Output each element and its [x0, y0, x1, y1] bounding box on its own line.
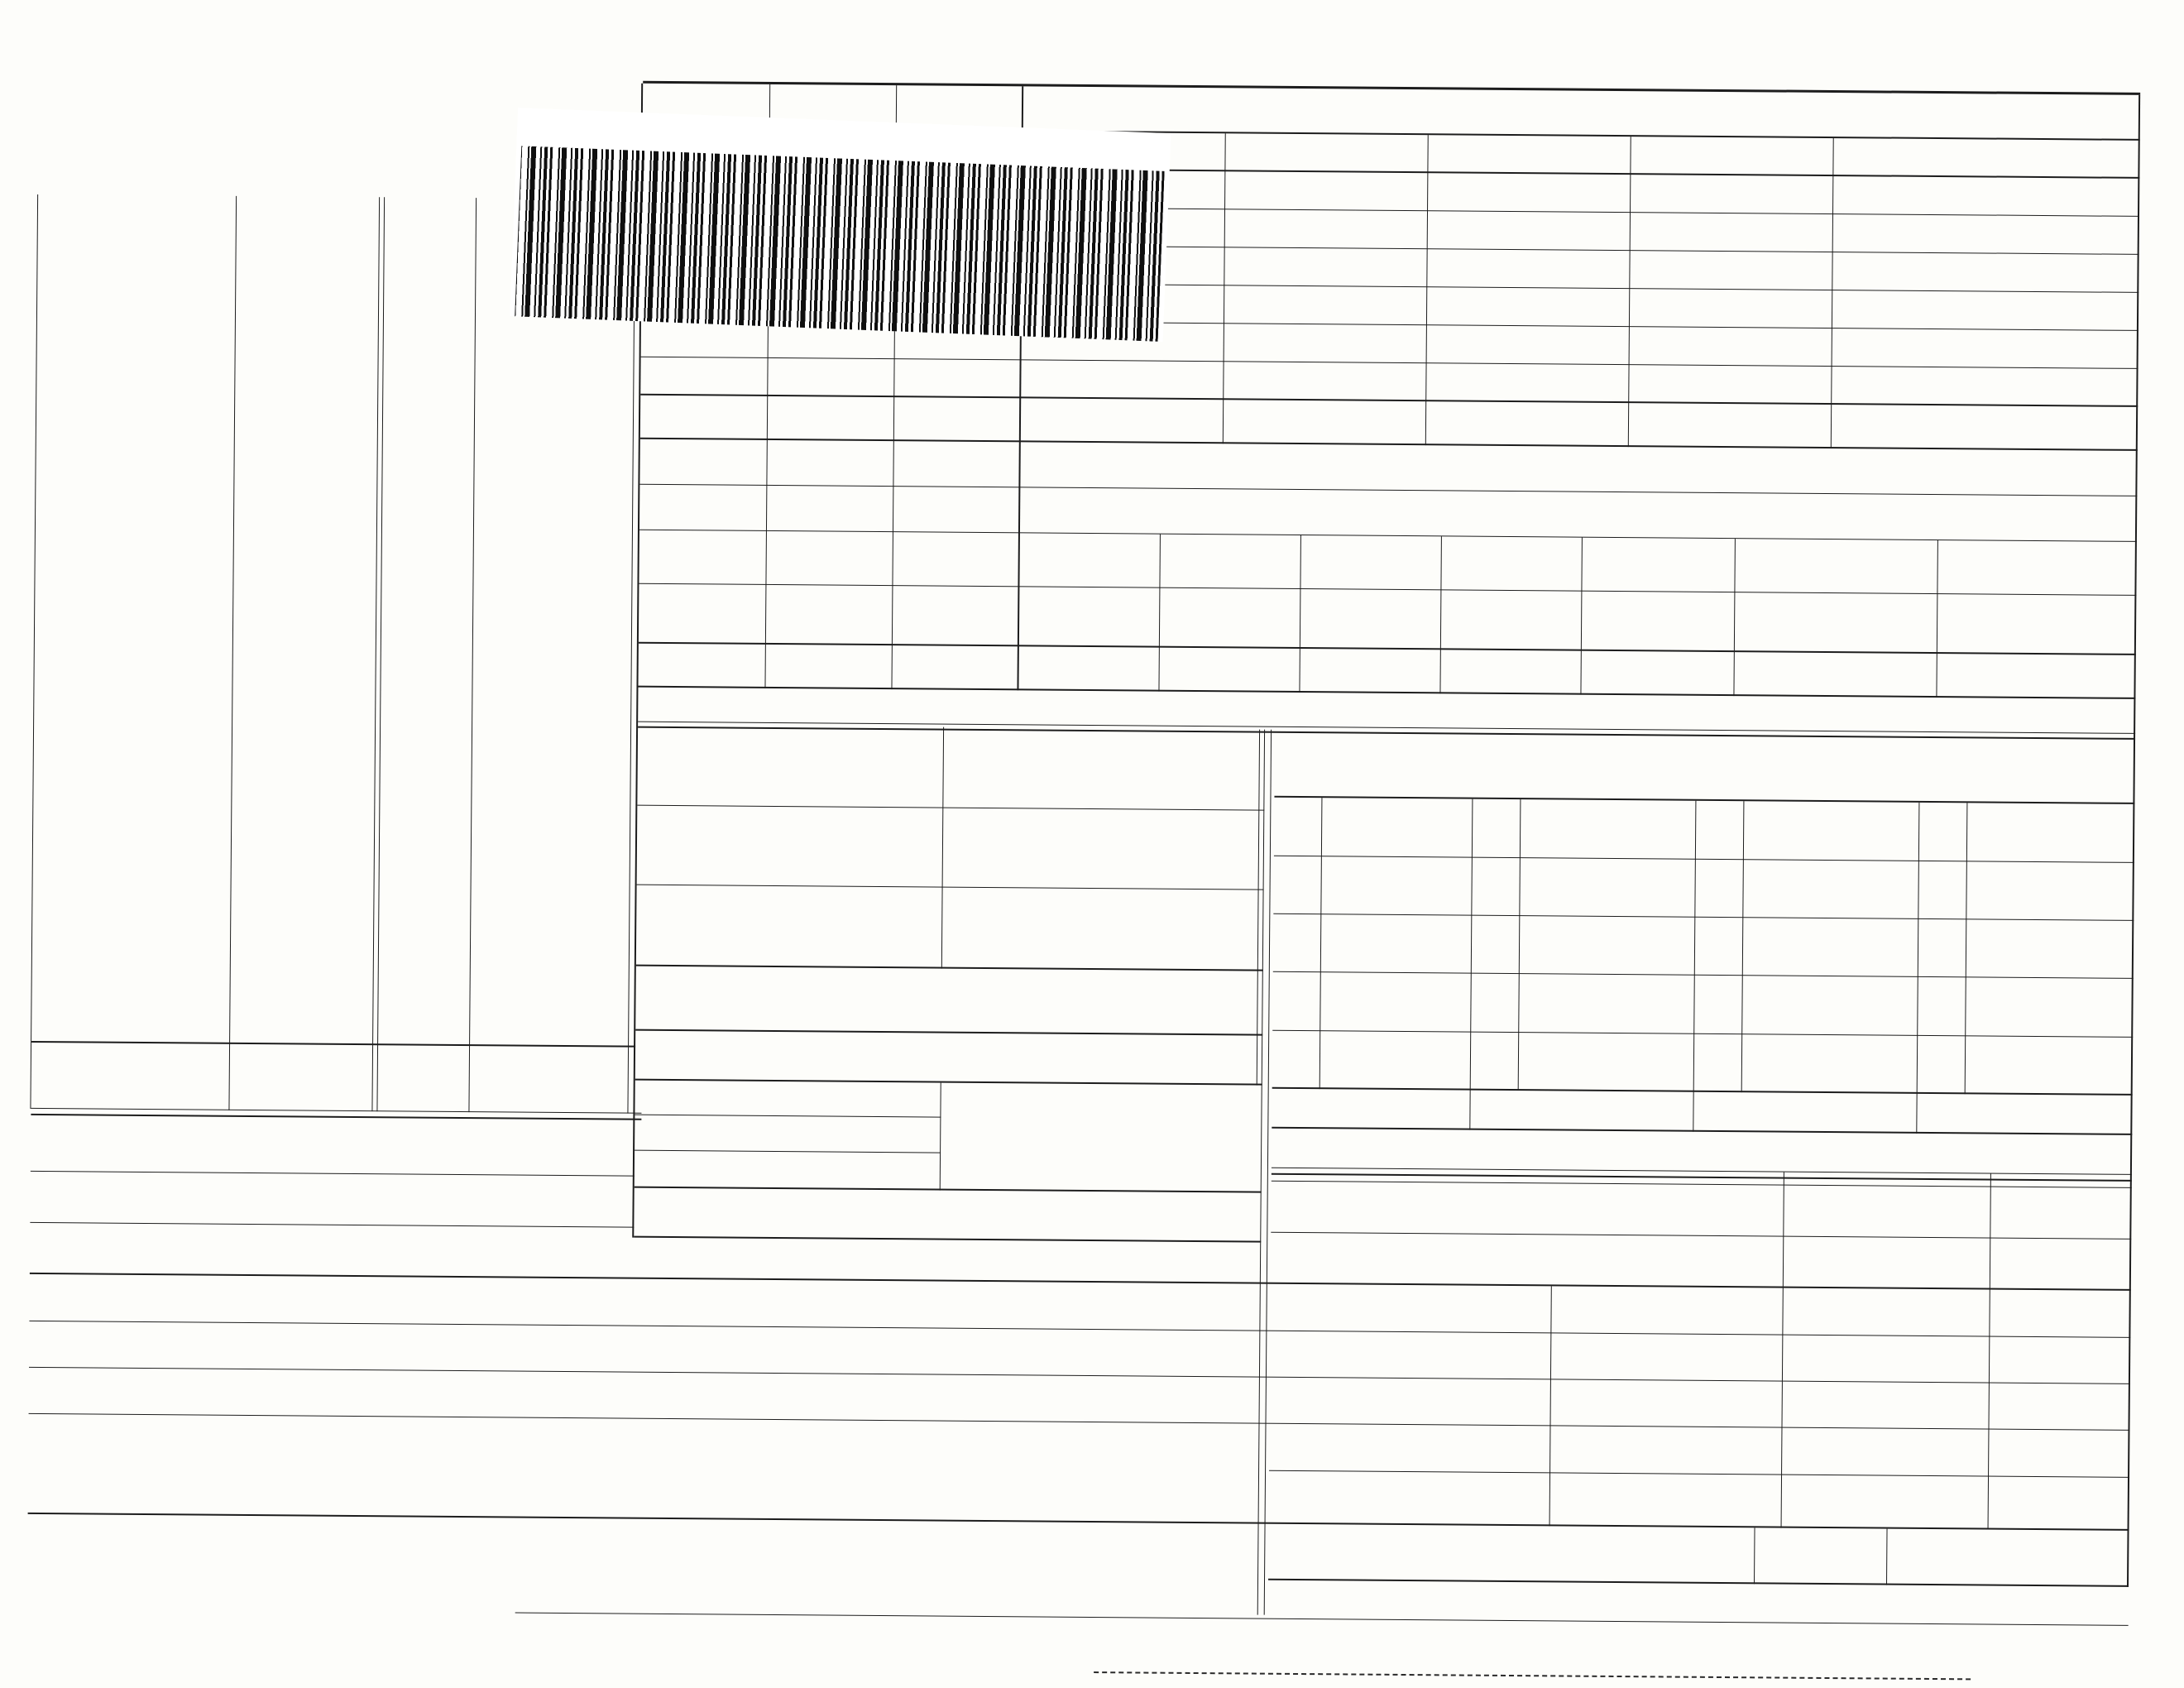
assessment-header-100-line1	[31, 1099, 230, 1101]
additional-information-title	[635, 1067, 1262, 1072]
property-record-card-title	[634, 1225, 1261, 1230]
classification-header	[1832, 438, 2138, 440]
lvc-header-depth	[1735, 682, 1937, 683]
classification-acres-2	[1224, 433, 1426, 434]
classification-rate-2	[1021, 431, 1224, 433]
factors-header-street	[1503, 1120, 1660, 1121]
lvc-header-unit-value-1	[1441, 679, 1582, 680]
classification-acres-1	[1629, 436, 1832, 438]
assessment-rows	[31, 194, 642, 1048]
assessment-header-100-line2	[31, 1076, 230, 1077]
factors-header-topography	[1950, 1124, 2099, 1125]
lvc-header-actual-value-2	[1019, 676, 1160, 677]
lvc-header-total-2	[766, 674, 893, 675]
assessment-header-40	[470, 1091, 629, 1092]
lvc-header-depth-factor	[1582, 681, 1735, 682]
lvc-header-unit-value-2	[1160, 678, 1300, 679]
factors-header-improvements	[1727, 1122, 1884, 1123]
barcode	[510, 108, 1171, 342]
barcode-bars	[515, 146, 1164, 341]
lvc-header-frontage	[1937, 683, 2136, 685]
building-permit-title	[635, 1013, 1262, 1018]
lvc-header-total-1	[893, 675, 1019, 676]
factors-header-district	[1296, 1119, 1445, 1120]
classification-rate-1	[1426, 434, 1629, 436]
